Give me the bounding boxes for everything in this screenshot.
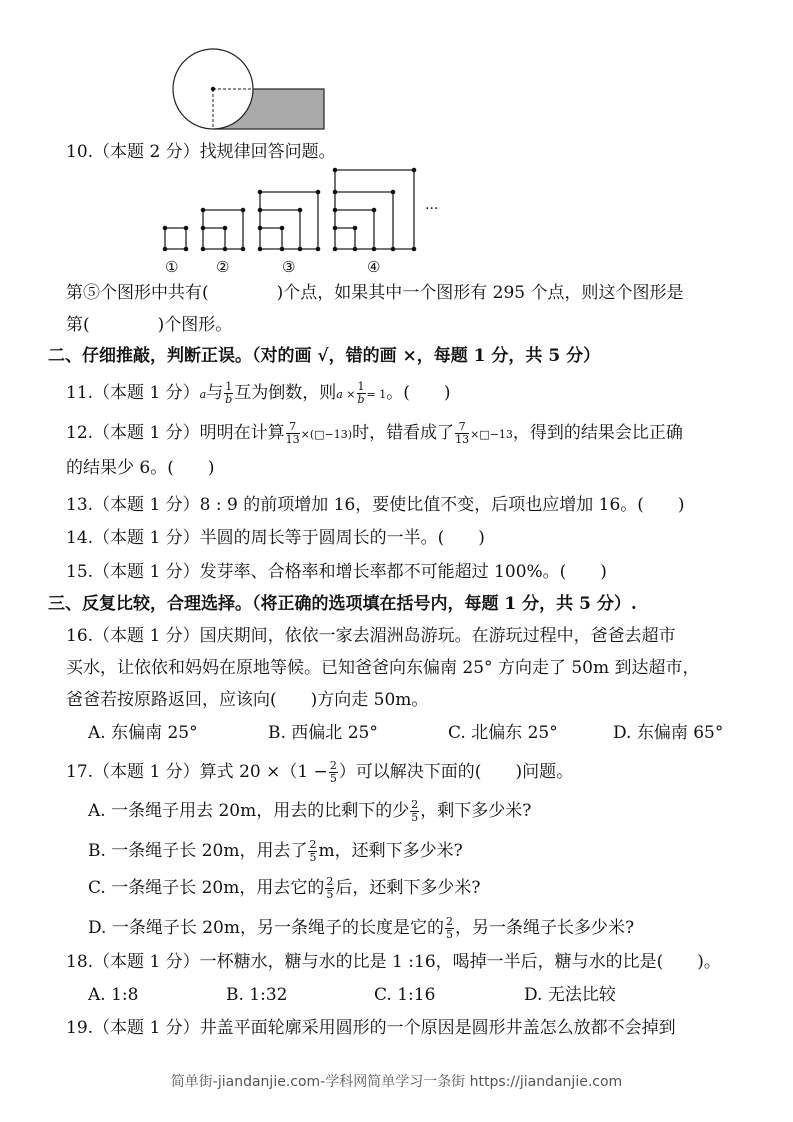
question-11 <box>66 381 451 406</box>
pattern-label-3: ③ <box>282 258 296 276</box>
q12-text2: ，得到的结果会比正确 <box>512 423 683 443</box>
footer-watermark: 简单街-jiandanjie.com-学科网简单学习一条街 https://jiandanjie.com <box>170 1074 623 1090</box>
question-17-option-c: C. 一条绳子长 20m，用去它的 $\frac{2}{5}$ 后，还剩下多少米? <box>88 875 481 901</box>
question-18-options <box>88 984 616 1006</box>
question-15: 15.（本题 1 分）发芽率、合格率和增长率都不可能超过 100%。( ) <box>66 562 607 582</box>
pattern-label-2: ② <box>216 258 230 276</box>
option-d: D. 东偏南 65° <box>613 723 724 743</box>
pattern-dot <box>258 247 263 252</box>
option-b: B. 1:32 <box>226 985 288 1005</box>
pattern-dot <box>184 247 189 252</box>
pattern-dot <box>184 226 189 231</box>
pattern-dot <box>223 247 228 252</box>
question-10-line1: 第⑤个图形中共有( )个点，如果其中一个图形有 295 个点，则这个图形是 <box>66 283 684 303</box>
option-c: C. 北偏东 25° <box>448 723 558 743</box>
pattern-dot <box>201 226 206 231</box>
pattern-dot <box>333 247 338 252</box>
option-b: B. 西偏北 25° <box>268 723 378 743</box>
q12-expr: ×(□−13) <box>300 428 353 441</box>
pattern-dot <box>412 247 417 252</box>
dot-pattern-figure <box>0 0 793 280</box>
question-14: 14.（本题 1 分）半圆的周长等于圆周长的一半。( ) <box>66 528 485 548</box>
question-19: 19.（本题 1 分）井盖平面轮廓采用圆形的一个原因是圆形井盖怎么放都不会掉到 <box>66 1018 676 1038</box>
pattern-dot <box>372 208 377 213</box>
question-12 <box>66 421 683 446</box>
fraction: $\frac{2}{5}$ <box>326 875 334 901</box>
q11-blank: 。( ) <box>386 383 451 403</box>
pattern-dot <box>391 190 396 195</box>
pattern-dot <box>163 247 168 252</box>
pattern-dot <box>333 208 338 213</box>
q11-label: 11.（本题 1 分） <box>66 383 200 403</box>
pattern-dot <box>333 168 338 173</box>
q12-text: 时，错看成了 <box>352 423 455 443</box>
option-a: A. 东偏南 25° <box>88 723 198 743</box>
pattern-dot <box>316 247 321 252</box>
pattern-dot <box>316 190 321 195</box>
question-17 <box>66 760 573 785</box>
question-10-title: 10.（本题 2 分）找规律回答问题。 <box>66 142 336 162</box>
pattern-dot <box>280 226 285 231</box>
option-c: C. 1:16 <box>374 985 436 1005</box>
fraction: $\frac{1}{b}$ <box>357 380 365 406</box>
question-16-line1: 16.（本题 1 分）国庆期间，依依一家去湄洲岛游玩。在游玩过程中，爸爸去超市 <box>66 626 676 646</box>
q12-expr2: ×□−13 <box>470 428 513 441</box>
q11-text: 与 <box>206 383 224 403</box>
question-13: 13.（本题 1 分）8 : 9 的前项增加 16，要使比值不变，后项也应增加 16。( ) <box>66 495 685 515</box>
pattern-dot <box>241 208 246 213</box>
section-2-heading: 二、仔细推敲，判断正误。（对的画 √，错的画 ×，每题 1 分，共 5 分） <box>48 346 601 366</box>
pattern-dot <box>353 226 358 231</box>
pattern-dot <box>298 247 303 252</box>
pattern-dot <box>223 226 228 231</box>
q11-text2: 互为倒数，则 <box>234 383 337 403</box>
fraction: $\frac{2}{5}$ <box>411 798 419 824</box>
option-d: D. 无法比较 <box>524 985 616 1005</box>
pattern-label-1: ① <box>165 258 179 276</box>
pattern-dot <box>391 247 396 252</box>
option-a: A. 1:8 <box>88 985 139 1005</box>
question-16-options <box>88 722 723 744</box>
pattern-dot <box>333 226 338 231</box>
question-17-option-a: A. 一条绳子用去 20m，用去的比剩下的少 $\frac{2}{5}$ ，剩下多少米? <box>88 798 532 824</box>
section-3-heading: 三、反复比较，合理选择。（将正确的选项填在括号内，每题 1 分，共 5 分）. <box>48 594 637 614</box>
question-12-line2: 的结果少 6。( ) <box>66 458 215 478</box>
fraction: $\frac{1}{b}$ <box>225 380 233 406</box>
pattern-dot <box>258 190 263 195</box>
q11-expr: a × <box>336 388 356 401</box>
pattern-dot <box>412 168 417 173</box>
question-10-line2: 第( )个图形。 <box>66 315 233 335</box>
q11-expr2: = 1 <box>366 388 387 401</box>
q17-text: ）可以解决下面的( )问题。 <box>338 762 574 782</box>
question-18: 18.（本题 1 分）一杯糖水，糖与水的比是 1 :16，喝掉一半后，糖与水的比是( )。 <box>66 952 721 972</box>
question-16-line2: 买水，让依依和妈妈在原地等候。已知爸爸向东偏南 25° 方向走了 50m 到达超市， <box>66 658 700 678</box>
pattern-dot <box>298 208 303 213</box>
pattern-dot <box>258 226 263 231</box>
q17-label: 17.（本题 1 分）算式 20 ×（1 − <box>66 762 328 782</box>
pattern-dot <box>241 247 246 252</box>
question-17-option-b: B. 一条绳子长 20m，用去了 $\frac{2}{5}$ m，还剩下多少米? <box>88 838 463 864</box>
q12-label: 12.（本题 1 分）明明在计算 <box>66 423 285 443</box>
q11-var: a <box>199 388 207 401</box>
pattern-dot <box>353 247 358 252</box>
fraction: $\frac{2}{5}$ <box>309 838 317 864</box>
pattern-dot <box>372 247 377 252</box>
pattern-dot <box>258 208 263 213</box>
pattern-dot <box>280 247 285 252</box>
pattern-ellipsis: ··· <box>425 201 439 217</box>
question-16-line3: 爸爸若按原路返回，应该向( )方向走 50m。 <box>66 690 429 710</box>
pattern-dot <box>201 208 206 213</box>
question-17-option-d: D. 一条绳子长 20m，另一条绳子的长度是它的 $\frac{2}{5}$ ，另一条绳子长多少米? <box>88 915 635 941</box>
fraction: $\frac{7}{13}$ <box>285 420 300 446</box>
pattern-dot <box>201 247 206 252</box>
pattern-dot <box>333 190 338 195</box>
fraction: $\frac{7}{13}$ <box>455 420 470 446</box>
fraction: $\frac{2}{5}$ <box>446 915 453 941</box>
fraction: $\frac{2}{5}$ <box>329 759 337 785</box>
pattern-dot <box>163 226 168 231</box>
pattern-label-4: ④ <box>367 258 381 276</box>
